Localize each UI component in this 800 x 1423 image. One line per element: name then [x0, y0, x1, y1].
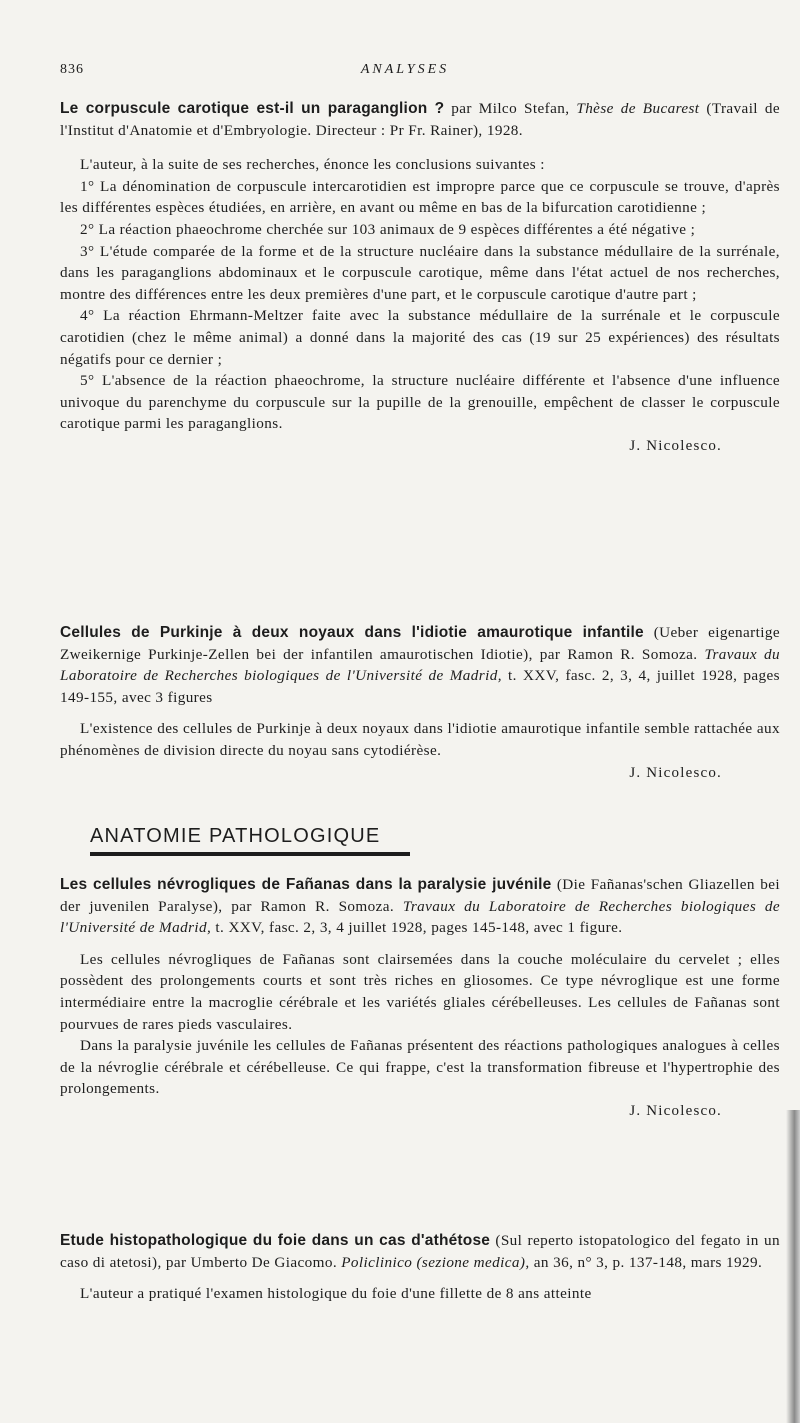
article-details-2: an 36, n° 3, p. 137-148, mars 1929. [529, 1253, 763, 1271]
article-body: Dans la paralysie juvénile les cellules de Fañanas présentent des réactions pathologiques analogues à celles de la névroglie cérébrale et cérébelleuse. Ce qui frappe, c'est la transformation fibreuse et l'hypertrophie des prolongements. [60, 1037, 780, 1098]
signature: J. Nicolesco. [629, 764, 722, 781]
article-body: L'existence des cellules de Purkinje à deux noyaux dans l'idiotie amaurotique infantile semble rattachée aux phénomènes de division directe du noyau sans cytodiérèse. [60, 720, 780, 759]
signature: J. Nicolesco. [629, 437, 722, 454]
article-intro: L'auteur, à la suite de ses recherches, énonce les conclusions suivantes : [80, 156, 545, 174]
article-source: Travaux du Laboratoire de Recherches biologiques de l'Université de Madrid, [60, 645, 780, 685]
article-source: Policlinico (sezione medica), [337, 1253, 530, 1271]
review-fananas-cells [60, 874, 780, 1122]
article-heading [60, 874, 780, 939]
article-title: Les cellules névrogliques de Fañanas dans la paralysie juvénile [60, 876, 552, 893]
article-source: Thèse de Bucarest [569, 100, 700, 117]
article-details: (Travail de l'Institut d'Anatomie et d'Embryologie. Directeur : Pr Fr. Rainer), 1928. [60, 100, 781, 139]
running-title: ANALYSES [360, 62, 450, 77]
conclusion-item: 1° La dénomination de corpuscule intercarotidien est impropre parce que ce corpuscule se trouve, d'après les différentes espèces étudiées, en arrière, en avant ou même en bas de la bifurcation carotidienne ; [60, 177, 780, 217]
conclusion-item: 4° La réaction Ehrmann-Meltzer faite avec la substance médullaire de la surrénale et le corpuscule carotidien (chez le même animal) a donné dans la majorité des cas (19 sur 25 expériences) des résultats négatifs pour ce dernier ; [60, 307, 780, 368]
review-carotid-body [60, 98, 780, 457]
article-details: (Die Fañanas'schen Gliazellen bei der juvenilen Paralyse), par Ramon R. Somoza. [60, 876, 780, 915]
article-source: Travaux du Laboratoire de Recherches biologiques de l'Université de Madrid, [60, 897, 780, 937]
article-details-2: t. XXV, fasc. 2, 3, 4, juillet 1928, pages 149-155, avec 3 figures [60, 667, 780, 706]
article-heading [60, 98, 780, 141]
article-body: L'auteur a pratiqué l'examen histologique du foie d'une fillette de 8 ans atteinte [80, 1285, 592, 1303]
article-title: Cellules de Purkinje à deux noyaux dans l'idiotie amaurotique infantile [60, 624, 644, 641]
article-details: (Sul reperto istopatologico del fegato in un caso di atetosi), par Umberto De Giacomo. [60, 1232, 780, 1271]
conclusion-item: 5° L'absence de la réaction phaeochrome, la structure nucléaire différente et l'absence d'une influence univoque du parenchyme du corpuscule sur la pupille de la grenouille, empêchent de classer le corpuscule carotique parmi les paraganglions. [60, 372, 780, 433]
section-heading: ANATOMIE PATHOLOGIQUE [90, 825, 410, 856]
article-heading [60, 1230, 780, 1273]
article-title: Etude histopathologique du foie dans un cas d'athétose [60, 1232, 491, 1249]
conclusion-item: 3° L'étude comparée de la forme et de la structure nucléaire dans la substance médullaire de la surrénale, dans les paraganglions abdominaux et le corpuscule carotique, même dans l'état actuel de nos recherches, montre des différences entre les deux premières d'une part, et le corpuscule carotique d'autre part ; [60, 242, 780, 303]
review-purkinje-cells [60, 622, 780, 784]
article-details-2: t. XXV, fasc. 2, 3, 4 juillet 1928, pages 145-148, avec 1 figure. [211, 919, 623, 937]
article-byline: par Milco Stefan, [444, 100, 570, 117]
page-header [60, 62, 750, 86]
article-details: (Ueber eigenartige Zweikernige Purkinje-Zellen bei der infantilen amaurotischen Idiotie), par Ramon R. Somoza. [60, 624, 780, 663]
signature: J. Nicolesco. [629, 1102, 722, 1119]
article-body: Les cellules névrogliques de Fañanas sont clairsemées dans la couche moléculaire du cervelet ; elles possèdent des prolongements courts et sont très riches en gliosomes. Ce type névroglique est une forme intermédiaire entre la macroglie cérébrale et les variétés gliales cérébelleuses. Les cellules de Fañanas sont pourvues de rares pieds vasculaires. [60, 950, 780, 1033]
page-number: 836 [60, 62, 84, 77]
article-title: Le corpuscule carotique est-il un paraganglion ? [60, 100, 445, 117]
scan-edge-shadow [786, 1110, 800, 1423]
review-liver-athetosis [60, 1230, 780, 1305]
article-heading [60, 622, 780, 708]
conclusion-item: 2° La réaction phaeochrome cherchée sur 103 animaux de 9 espèces différentes a été négative ; [80, 220, 696, 238]
